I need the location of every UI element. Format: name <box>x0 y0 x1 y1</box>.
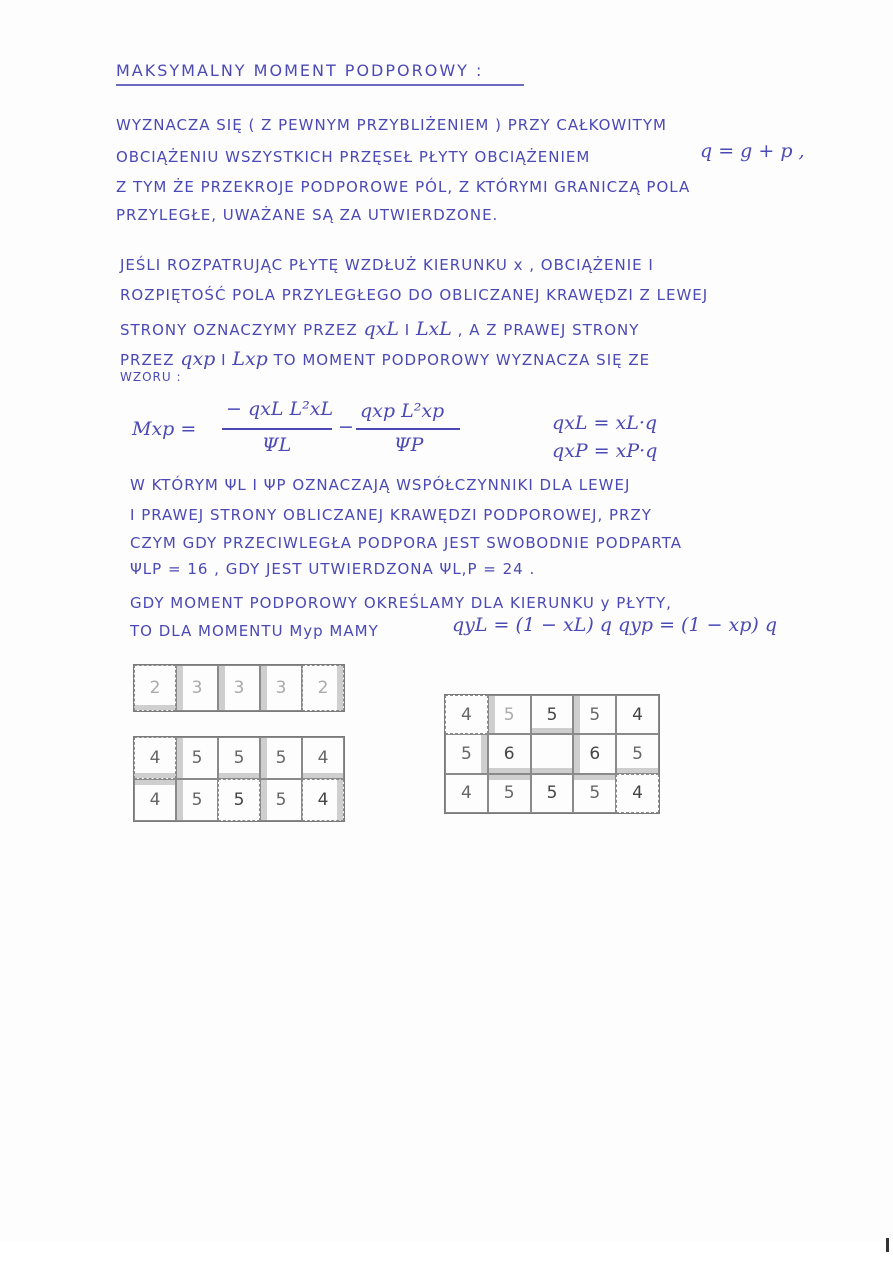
grid-b-cell: 5 <box>260 779 302 821</box>
formula-num-right: qxp L²xp <box>360 400 445 422</box>
grid-c-cell: 4 <box>445 774 488 813</box>
grid-c-cell: 5 <box>488 695 531 734</box>
grid-a-cell: 2 <box>302 665 344 711</box>
p1-line-4: PRZYLEGŁE, UWAŻANE SĄ ZA UTWIERDZONE. <box>116 206 499 224</box>
p2-line-2: ROZPIĘTOŚĆ POLA PRZYLEGŁEGO DO OBLICZANEJ KRAWĘDZI Z LEWEJ <box>120 286 709 304</box>
and-word: I <box>404 321 411 339</box>
grid-c-cell: 5 <box>531 695 574 734</box>
grid-c-cell: 5 <box>531 774 574 813</box>
grid-b-cell: 5 <box>218 779 260 821</box>
p3-line-2: I PRAWEJ STRONY OBLICZANEJ KRAWĘDZI PODPOROWEJ, PRZY <box>130 506 652 524</box>
coefficient-grid-a <box>133 664 345 712</box>
formula-den-left: ΨL <box>262 434 292 456</box>
p4-line-1: GDY MOMENT PODPOROWY OKREŚLAMY DLA KIERUNKU y PŁYTY, <box>130 594 672 612</box>
symbol-lxl: LxL <box>415 318 452 340</box>
p2-line-1: JEŚLI ROZPATRUJĄC PŁYTĘ WZDŁUŻ KIERUNKU x , OBCIĄŻENIE I <box>120 256 654 274</box>
grid-c-cell: 4 <box>616 695 659 734</box>
fraction-bar-right <box>356 428 460 430</box>
p1-line-3: Z TYM ŻE PRZEKROJE PODPOROWE PÓL, Z KTÓRYMI GRANICZĄ POLA <box>116 178 691 196</box>
grid-a-cell: 3 <box>260 665 302 711</box>
formula-lhs: Mxp = <box>132 418 197 440</box>
p1-line-2: OBCIĄŻENIU WSZYSTKICH PRZĘSEŁ PŁYTY OBCIĄŻENIEM <box>116 148 591 166</box>
aux-formula-2: qxP = xP·q <box>552 440 658 462</box>
fraction-bar-left <box>222 428 332 430</box>
grid-c-cell: 6 <box>573 734 616 773</box>
p4-line-2: TO DLA MOMENTU Myp MAMY <box>130 622 379 640</box>
title-underline <box>116 84 524 86</box>
grid-b-cell: 4 <box>302 737 344 779</box>
grid-c-cell: 5 <box>445 734 488 773</box>
p2-line-4 <box>120 348 650 370</box>
symbol-lxp: Lxp <box>232 348 268 370</box>
grid-a-cell: 3 <box>176 665 218 711</box>
page-title: MAKSYMALNY MOMENT PODPOROWY : <box>116 61 484 80</box>
formula-minus: − <box>338 416 354 438</box>
grid-b-cell: 4 <box>134 779 176 821</box>
p3-line-4: ΨLP = 16 , GDY JEST UTWIERDZONA ΨL,P = 24 . <box>130 560 536 578</box>
grid-b-cell: 5 <box>176 779 218 821</box>
p3-line-1: W KTÓRYM ΨL I ΨP OZNACZAJĄ WSPÓŁCZYNNIKI DLA LEWEJ <box>130 476 631 494</box>
load-formula: q = g + p , <box>700 140 805 162</box>
coefficient-grid-b <box>133 736 345 822</box>
p2-line-4-text: PRZEZ <box>120 351 175 369</box>
p2-line-5: WZORU : <box>120 370 182 384</box>
grid-c-cell: 5 <box>488 774 531 813</box>
grid-b-cell: 5 <box>218 737 260 779</box>
grid-c-cell: 4 <box>445 695 488 734</box>
p2-line-3-tail: , A Z PRAWEJ STRONY <box>457 321 640 339</box>
grid-a-cell: 2 <box>134 665 176 711</box>
grid-c-cell: 5 <box>573 774 616 813</box>
p4-formula: qyL = (1 − xL) q qyp = (1 − xp) q <box>452 614 778 636</box>
symbol-qxp: qxp <box>180 348 216 370</box>
scan-mark <box>886 1238 889 1252</box>
grid-c-cell: 5 <box>616 734 659 773</box>
scan-border <box>0 1241 893 1263</box>
grid-c-cell: 4 <box>616 774 659 813</box>
aux-formula-1: qxL = xL·q <box>552 412 658 434</box>
coefficient-grid-c <box>444 694 660 814</box>
grid-c-cell <box>531 734 574 773</box>
formula-den-right: ΨP <box>394 434 424 456</box>
grid-b-cell: 4 <box>134 737 176 779</box>
symbol-qxl: qxL <box>363 318 399 340</box>
p3-line-3: CZYM GDY PRZECIWLEGŁA PODPORA JEST SWOBODNIE PODPARTA <box>130 534 682 552</box>
p1-line-1: WYZNACZA SIĘ ( Z PEWNYM PRZYBLIŻENIEM ) PRZY CAŁKOWITYM <box>116 116 667 134</box>
p2-line-4-tail: TO MOMENT PODPOROWY WYZNACZA SIĘ ZE <box>273 351 651 369</box>
and-word-2: I <box>221 351 227 369</box>
grid-c-cell: 6 <box>488 734 531 773</box>
p2-line-3 <box>120 318 639 340</box>
p2-line-3-text: STRONY OZNACZYMY PRZEZ <box>120 321 358 339</box>
formula-num-left: − qxL L²xL <box>226 398 334 420</box>
grid-b-cell: 5 <box>176 737 218 779</box>
grid-c-cell: 5 <box>573 695 616 734</box>
grid-b-cell: 4 <box>302 779 344 821</box>
grid-b-cell: 5 <box>260 737 302 779</box>
grid-a-cell: 3 <box>218 665 260 711</box>
